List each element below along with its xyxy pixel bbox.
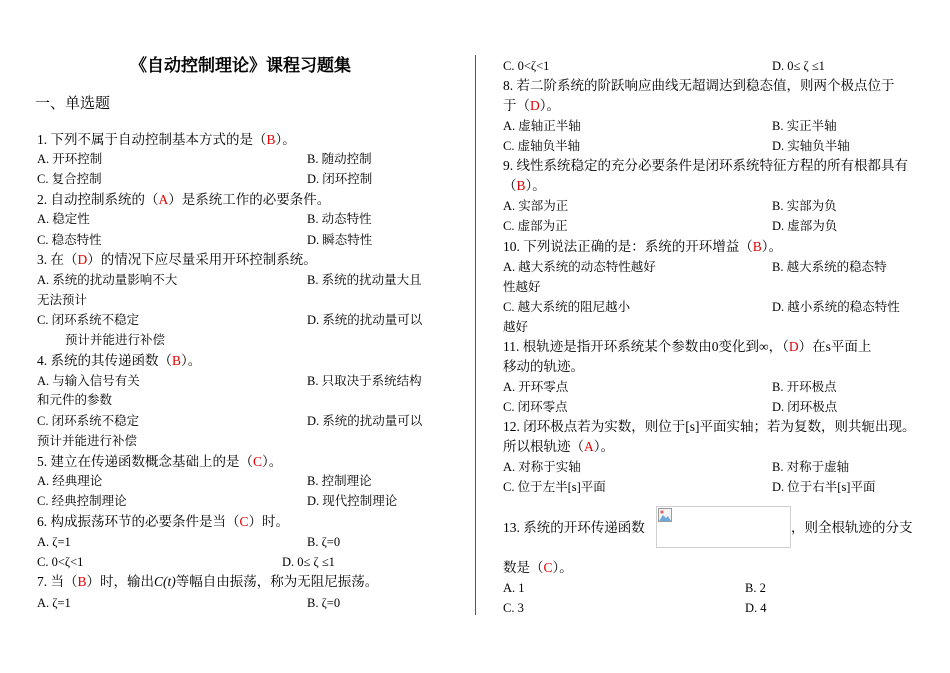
question-11-cont: 移动的轨迹。 bbox=[503, 359, 584, 374]
option: C. 闭环系统不稳定 bbox=[37, 313, 140, 327]
option: D. 实轴负半轴 bbox=[772, 139, 850, 153]
option: D. 0≤ ζ ≤1 bbox=[282, 555, 335, 569]
option: B. 动态特性 bbox=[307, 212, 372, 226]
option: D. 4 bbox=[745, 601, 767, 615]
option: 预计并能进行补偿 bbox=[65, 333, 166, 347]
option: C. 虚部为正 bbox=[503, 219, 568, 233]
option: C. 越大系统的阻尼越小 bbox=[503, 300, 631, 314]
option: 性越好 bbox=[503, 280, 541, 294]
question-12-cont: 所以根轨迹（A）。 bbox=[503, 439, 614, 454]
question-5: 5. 建立在传递函数概念基础上的是（C）。 bbox=[37, 454, 283, 469]
page-title: 《自动控制理论》课程习题集 bbox=[130, 56, 351, 76]
question-10: 10. 下列说法正确的是：系统的开环增益（B）。 bbox=[503, 239, 783, 254]
answer: C bbox=[239, 514, 249, 529]
option: A. 对称于实轴 bbox=[503, 460, 581, 474]
answer: A bbox=[584, 439, 594, 454]
option: D. 位于右半[s]平面 bbox=[772, 480, 876, 494]
answer: C bbox=[543, 560, 553, 575]
option: C. 3 bbox=[503, 601, 524, 615]
question-2: 2. 自动控制系统的（A）是系统工作的必要条件。 bbox=[37, 192, 331, 207]
option: 越好 bbox=[503, 320, 529, 334]
question-11: 11. 根轨迹是指开环系统某个参数由0变化到∞，（D）在s平面上 bbox=[503, 339, 872, 354]
option: A. 系统的扰动量影响不大 bbox=[37, 273, 178, 287]
option: C. 位于左半[s]平面 bbox=[503, 480, 606, 494]
option: A. 虚轴正半轴 bbox=[503, 119, 581, 133]
question-12: 12. 闭环极点若为实数，则位于[s]平面实轴；若为复数，则共轭出现。 bbox=[503, 419, 916, 434]
option: A. 经典理论 bbox=[37, 474, 103, 488]
option: C. 虚轴负半轴 bbox=[503, 139, 581, 153]
option: B. 开环极点 bbox=[772, 380, 837, 394]
question-13-tail: ，则全根轨迹的分支 bbox=[791, 520, 913, 535]
answer: B bbox=[266, 132, 276, 147]
question-7: 7. 当（B）时，输出C(t)等幅自由振荡，称为无阻尼振荡。 bbox=[37, 574, 379, 589]
option: D. 系统的扰动量可以 bbox=[307, 414, 423, 428]
answer: A bbox=[158, 192, 169, 207]
question-1: 1. 下列不属于自动控制基本方式的是（B）。 bbox=[37, 132, 296, 147]
option: D. 瞬态特性 bbox=[307, 233, 373, 247]
option: C. 稳态特性 bbox=[37, 233, 102, 247]
option: D. 越小系统的稳态特性 bbox=[772, 300, 900, 314]
option: B. 系统的扰动量大且 bbox=[307, 273, 422, 287]
option: C. 0<ζ<1 bbox=[503, 59, 550, 73]
option: A. ζ=1 bbox=[37, 535, 71, 549]
answer: B bbox=[77, 574, 87, 589]
question-8-cont: 于（D）。 bbox=[503, 98, 560, 113]
option: A. ζ=1 bbox=[37, 596, 71, 610]
answer: C bbox=[253, 454, 263, 469]
option: A. 与输入信号有关 bbox=[37, 374, 140, 388]
answer: B bbox=[516, 178, 526, 193]
option: B. 随动控制 bbox=[307, 152, 372, 166]
option: B. 实部为负 bbox=[772, 199, 837, 213]
option: B. 越大系统的稳态特 bbox=[772, 260, 887, 274]
question-9: 9. 线性系统稳定的充分必要条件是闭环系统特征方程的所有根都具有 bbox=[503, 158, 908, 173]
option: C. 复合控制 bbox=[37, 172, 102, 186]
option: A. 实部为正 bbox=[503, 199, 569, 213]
answer: D bbox=[77, 252, 88, 267]
question-13-cont: 数是（C）。 bbox=[503, 560, 573, 575]
option: D. 现代控制理论 bbox=[307, 494, 398, 508]
answer: B bbox=[752, 239, 762, 254]
option: B. 对称于虚轴 bbox=[772, 460, 850, 474]
option: 和元件的参数 bbox=[37, 393, 113, 407]
option: C. 闭环零点 bbox=[503, 400, 568, 414]
option: D. 闭环控制 bbox=[307, 172, 373, 186]
question-3: 3. 在（D）的情况下应尽量采用开环控制系统。 bbox=[37, 252, 317, 267]
option: A. 越大系统的动态特性越好 bbox=[503, 260, 656, 274]
question-13: 13. 系统的开环传递函数 bbox=[503, 520, 645, 535]
option: B. 只取决于系统结构 bbox=[307, 374, 422, 388]
option: A. 开环控制 bbox=[37, 152, 103, 166]
broken-image-icon bbox=[658, 508, 672, 522]
question-6: 6. 构成振荡环节的必要条件是当（C）时。 bbox=[37, 514, 290, 529]
option: D. 系统的扰动量可以 bbox=[307, 313, 423, 327]
answer: D bbox=[530, 98, 540, 113]
option: B. 2 bbox=[745, 581, 766, 595]
option: 无法预计 bbox=[37, 293, 88, 307]
option: A. 1 bbox=[503, 581, 525, 595]
option: A. 稳定性 bbox=[37, 212, 90, 226]
option: D. 0≤ ζ ≤1 bbox=[772, 59, 825, 73]
option: D. 闭环极点 bbox=[772, 400, 838, 414]
option: D. 虚部为负 bbox=[772, 219, 838, 233]
option: C. 闭环系统不稳定 bbox=[37, 414, 140, 428]
option: 预计并能进行补偿 bbox=[37, 434, 138, 448]
formula-image-placeholder bbox=[656, 506, 791, 548]
column-divider bbox=[475, 55, 476, 615]
option: B. 实正半轴 bbox=[772, 119, 837, 133]
option: A. 开环零点 bbox=[503, 380, 569, 394]
question-9-cont: （B）。 bbox=[503, 178, 546, 193]
answer: D bbox=[788, 339, 799, 354]
question-8: 8. 若二阶系统的阶跃响应曲线无超调达到稳态值，则两个极点位于 bbox=[503, 78, 895, 93]
option: C. 经典控制理论 bbox=[37, 494, 127, 508]
option: B. 控制理论 bbox=[307, 474, 372, 488]
option: B. ζ=0 bbox=[307, 596, 341, 610]
option: B. ζ=0 bbox=[307, 535, 341, 549]
option: C. 0<ζ<1 bbox=[37, 555, 84, 569]
answer: B bbox=[172, 353, 182, 368]
section-heading: 一、单选题 bbox=[35, 96, 111, 112]
question-4: 4. 系统的其传递函数（B）。 bbox=[37, 353, 202, 368]
